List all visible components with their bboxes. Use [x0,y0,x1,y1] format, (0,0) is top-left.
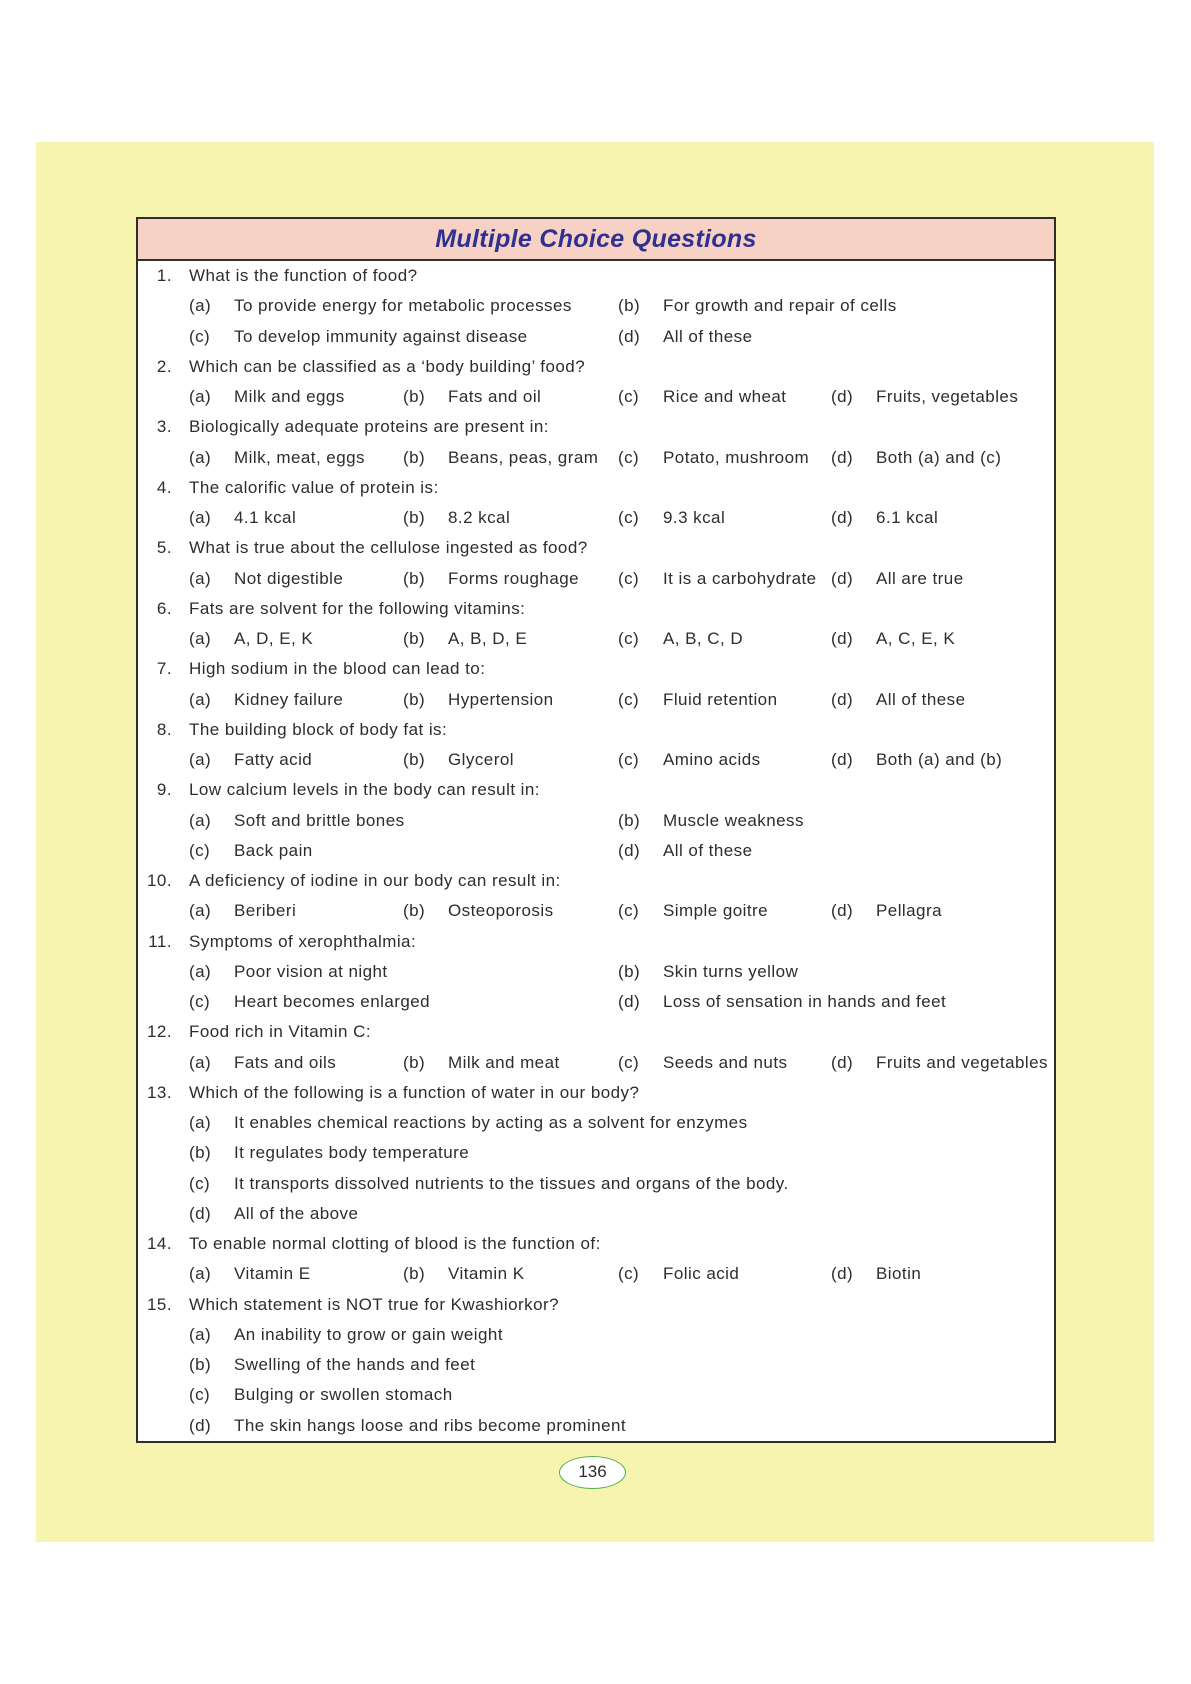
options-row [138,1320,1054,1350]
option-label: (d) [618,840,641,860]
options-row [138,382,1054,412]
question-number: 11. [148,931,172,951]
option-label: (b) [618,961,641,981]
option-label: (a) [189,810,212,830]
options-row [138,1108,1054,1138]
question-text: Which of the following is a function of water in our body? [189,1082,640,1102]
options-row [138,1350,1054,1380]
question-number: 8. [156,719,172,739]
option-label: (b) [618,296,641,316]
options-row [138,1259,1054,1289]
option-text: Not digestible [234,568,344,588]
option-text: An inability to grow or gain weight [234,1324,503,1344]
option-label: (a) [189,387,212,406]
option-text: Skin turns yellow [663,961,799,981]
option-label: (b) [403,447,426,467]
option-label: (a) [189,296,212,316]
option-label: (c) [618,1264,640,1284]
page-title: Multiple Choice Questions [435,225,757,253]
option-label: (c) [618,387,640,406]
option-text: All are true [876,568,964,588]
option-text: Fats and oils [234,1052,337,1072]
option-label: (b) [403,689,426,709]
option-label: (b) [403,387,426,406]
option-text: All of these [663,326,753,346]
option-text: Fatty acid [234,750,313,769]
options-row [138,1169,1054,1199]
question-number: 12. [147,1022,172,1042]
options-row [138,836,1054,866]
option-label: (d) [831,508,854,527]
question-row [138,261,1054,291]
options-row [138,957,1054,987]
option-text: Milk and meat [448,1052,560,1072]
page-number: 136 [559,1456,626,1489]
options-row [138,443,1054,473]
option-label: (c) [618,568,640,588]
option-label: (a) [189,1052,212,1072]
option-text: Milk and eggs [234,387,345,406]
option-text: Fluid retention [663,689,778,709]
question-text: The building block of body fat is: [189,719,448,739]
option-label: (a) [189,1324,212,1344]
option-text: All of these [876,689,966,709]
question-number: 15. [147,1294,172,1314]
option-text: Fats and oil [448,387,542,406]
question-row [138,594,1054,624]
options-row [138,745,1054,775]
option-text: Fruits and vegetables [876,1052,1048,1072]
options-row [138,624,1054,654]
question-text: Which can be classified as a ‘body building’ food? [189,356,586,376]
option-label: (b) [403,568,426,588]
option-label: (a) [189,689,212,709]
option-text: 6.1 kcal [876,508,939,527]
option-text: It regulates body temperature [234,1143,470,1163]
option-text: Pellagra [876,901,942,921]
option-label: (a) [189,901,212,921]
question-row [138,1229,1054,1259]
option-label: (b) [618,810,641,830]
option-text: The skin hangs loose and ribs become prominent [234,1415,627,1435]
question-row [138,533,1054,563]
question-text: Symptoms of xerophthalmia: [189,931,417,951]
option-label: (a) [189,1113,212,1132]
option-text: It is a carbohydrate [663,568,817,588]
option-label: (c) [189,992,211,1011]
question-text: High sodium in the blood can lead to: [189,659,486,679]
option-text: A, B, D, E [448,629,528,648]
option-label: (d) [831,689,854,709]
options-row [138,685,1054,715]
option-text: Simple goitre [663,901,769,921]
question-number: 1. [156,266,172,285]
option-text: Rice and wheat [663,387,787,406]
option-text: Osteoporosis [448,901,554,921]
question-number: 4. [156,477,172,497]
question-text: What is the function of food? [189,266,418,285]
option-label: (c) [189,840,211,860]
option-text: Swelling of the hands and feet [234,1355,476,1374]
option-text: Glycerol [448,750,514,769]
option-label: (c) [189,326,211,346]
option-text: Beans, peas, gram [448,447,599,467]
option-label: (a) [189,447,212,467]
option-label: (d) [831,447,854,467]
option-label: (c) [189,1385,211,1405]
option-text: Kidney failure [234,689,344,709]
option-text: Soft and brittle bones [234,810,405,830]
option-text: All of the above [234,1203,359,1223]
mcq-box [136,217,1056,1443]
question-number: 14. [147,1234,172,1253]
option-text: Both (a) and (b) [876,750,1003,769]
option-label: (a) [189,750,212,769]
question-number: 2. [156,356,172,376]
options-row [138,1411,1054,1441]
option-label: (b) [403,901,426,921]
option-text: A, D, E, K [234,629,314,648]
option-text: Poor vision at night [234,961,388,981]
option-label: (d) [831,1264,854,1284]
option-text: It transports dissolved nutrients to the tissues and organs of the body. [234,1173,789,1193]
option-label: (a) [189,1264,212,1284]
option-text: Back pain [234,840,313,860]
question-row [138,1078,1054,1108]
options-row [138,322,1054,352]
option-label: (d) [831,629,854,648]
option-text: Milk, meat, eggs [234,447,365,467]
question-row [138,412,1054,442]
option-text: Hypertension [448,689,554,709]
option-label: (b) [189,1355,212,1374]
options-row [138,1380,1054,1410]
option-text: To provide energy for metabolic processes [234,296,572,316]
question-row [138,775,1054,805]
question-number: 7. [156,659,172,679]
question-number: 10. [147,871,172,890]
option-text: 8.2 kcal [448,508,511,527]
option-text: Biotin [876,1264,922,1284]
question-text: To enable normal clotting of blood is the function of: [189,1234,601,1253]
option-text: Heart becomes enlarged [234,992,431,1011]
options-row [138,1199,1054,1229]
option-text: A, C, E, K [876,629,956,648]
question-row [138,715,1054,745]
question-text: Fats are solvent for the following vitamins: [189,598,526,618]
option-label: (c) [618,1052,640,1072]
option-label: (b) [403,1264,426,1284]
option-text: To develop immunity against disease [234,326,528,346]
option-text: Amino acids [663,750,761,769]
option-label: (c) [618,508,640,527]
option-text: 9.3 kcal [663,508,726,527]
option-label: (d) [831,568,854,588]
option-label: (b) [403,629,426,648]
question-text: A deficiency of iodine in our body can result in: [189,871,561,890]
option-label: (c) [189,1173,211,1193]
options-row [138,291,1054,321]
option-text: 4.1 kcal [234,508,297,527]
option-text: Potato, mushroom [663,447,810,467]
question-number: 5. [156,538,172,558]
option-label: (a) [189,508,212,527]
question-row [138,1017,1054,1047]
question-text: Biologically adequate proteins are present in: [189,417,549,437]
options-row [138,987,1054,1017]
option-label: (d) [618,992,641,1011]
option-label: (d) [831,750,854,769]
option-text: Forms roughage [448,568,580,588]
question-number: 3. [156,417,172,437]
option-text: For growth and repair of cells [663,296,897,316]
question-text: What is true about the cellulose ingested as food? [189,538,588,558]
option-text: Loss of sensation in hands and feet [663,992,947,1011]
question-number: 6. [156,598,172,618]
option-label: (a) [189,961,212,981]
option-text: Bulging or swollen stomach [234,1385,453,1405]
option-label: (b) [403,750,426,769]
option-text: Vitamin K [448,1264,525,1284]
option-label: (d) [831,901,854,921]
option-label: (d) [189,1415,212,1435]
question-number: 13. [147,1082,172,1102]
options-row [138,896,1054,926]
option-text: Seeds and nuts [663,1052,788,1072]
options-row [138,806,1054,836]
option-label: (b) [189,1143,212,1163]
option-label: (c) [618,689,640,709]
option-text: Fruits, vegetables [876,387,1019,406]
option-text: Folic acid [663,1264,740,1284]
option-label: (b) [403,1052,426,1072]
question-list [138,261,1054,1441]
options-row [138,1048,1054,1078]
question-row [138,866,1054,896]
option-text: It enables chemical reactions by acting as a solvent for enzymes [234,1113,748,1132]
question-row [138,654,1054,684]
option-label: (d) [831,1052,854,1072]
question-text: Which statement is NOT true for Kwashiorkor? [189,1294,559,1314]
option-label: (c) [618,750,640,769]
option-text: A, B, C, D [663,629,744,648]
option-label: (b) [403,508,426,527]
option-text: All of these [663,840,753,860]
options-row [138,1138,1054,1168]
option-label: (d) [189,1203,212,1223]
question-text: The calorific value of protein is: [189,477,439,497]
question-text: Food rich in Vitamin C: [189,1022,371,1042]
option-label: (a) [189,629,212,648]
option-text: Muscle weakness [663,810,804,830]
mcq-header [138,219,1054,261]
option-text: Both (a) and (c) [876,447,1002,467]
question-row [138,927,1054,957]
option-label: (d) [831,387,854,406]
question-text: Low calcium levels in the body can result in: [189,780,540,800]
question-row [138,473,1054,503]
option-label: (d) [618,326,641,346]
options-row [138,503,1054,533]
question-row [138,1290,1054,1320]
option-label: (c) [618,629,640,648]
option-text: Vitamin E [234,1264,311,1284]
options-row [138,564,1054,594]
question-number: 9. [156,780,172,800]
option-label: (a) [189,568,212,588]
question-row [138,352,1054,382]
option-label: (c) [618,901,640,921]
option-label: (c) [618,447,640,467]
option-text: Beriberi [234,901,297,921]
